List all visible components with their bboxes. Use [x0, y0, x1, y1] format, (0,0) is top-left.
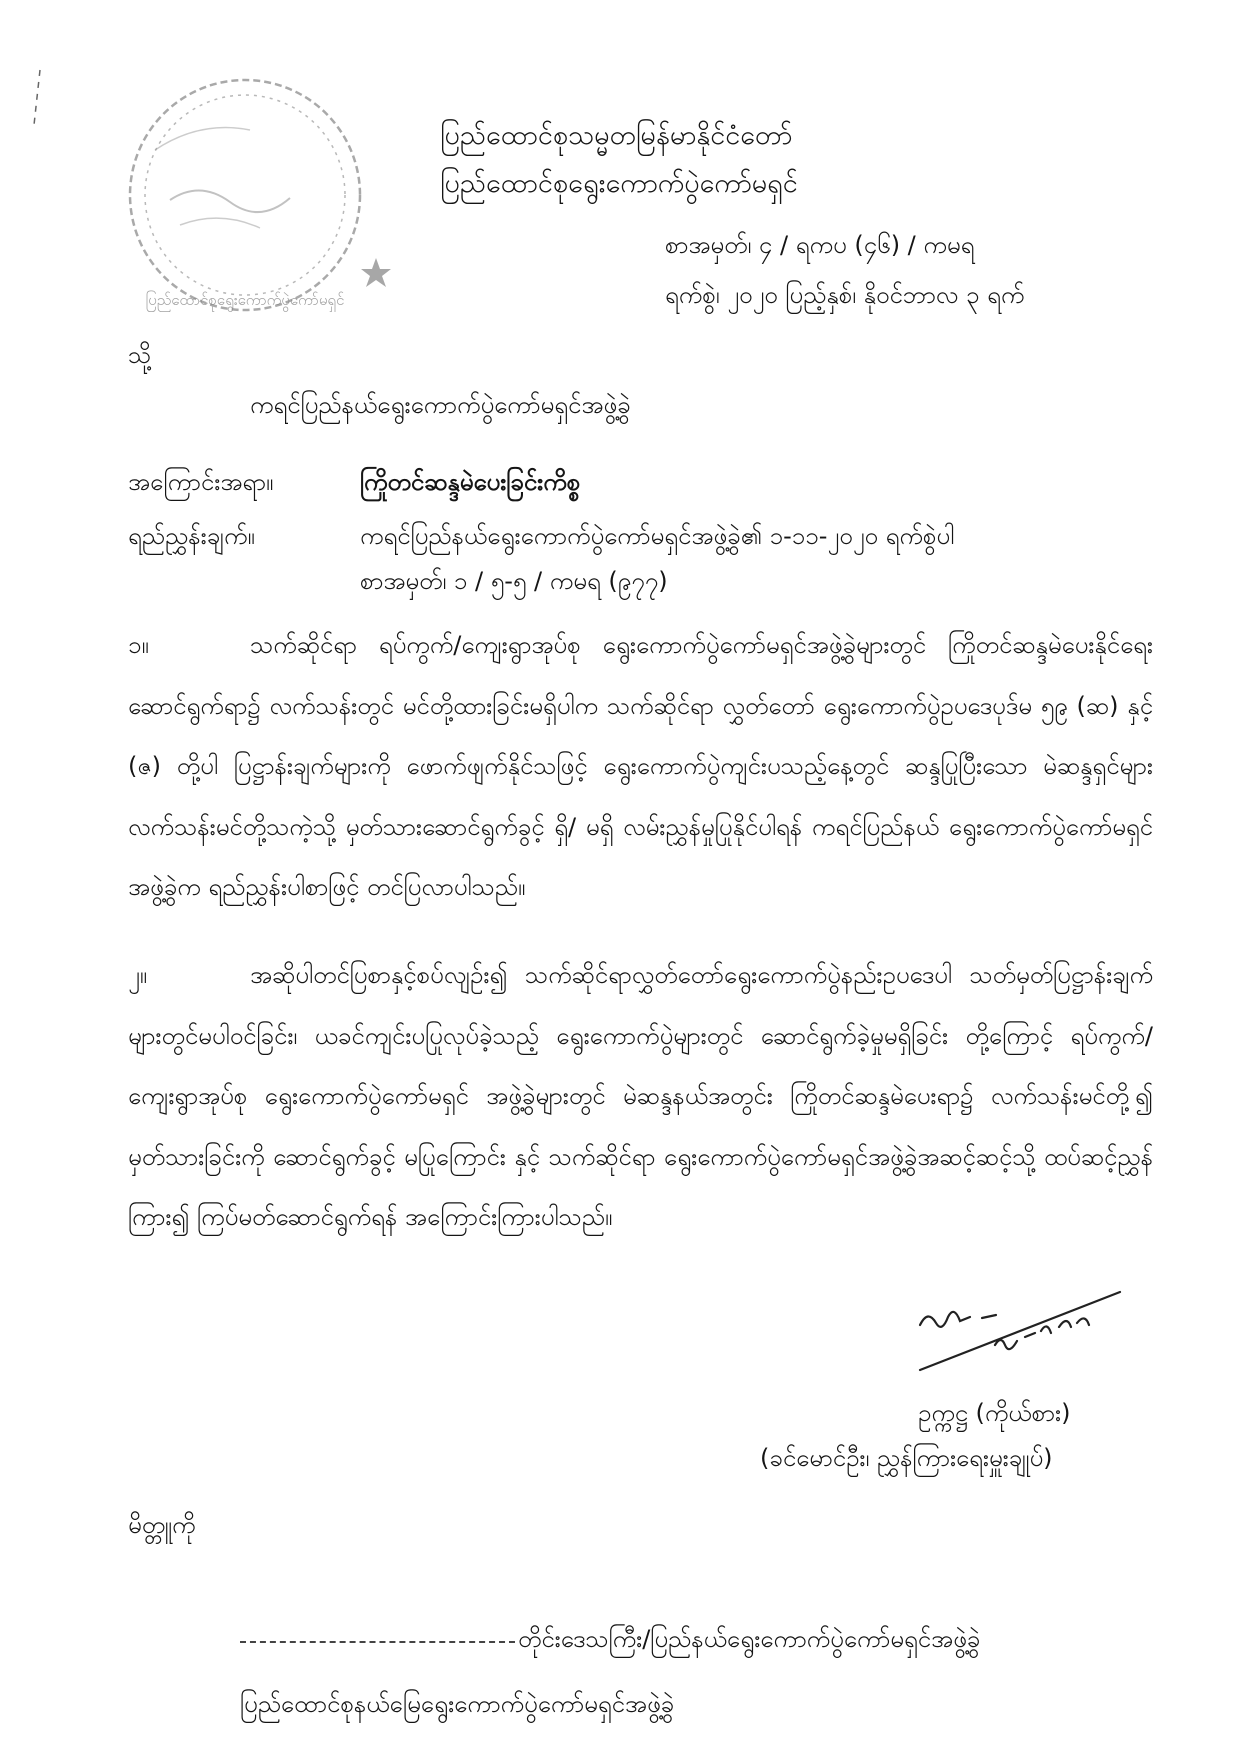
svg-text:ပြည်ထောင်စုရွေးကောက်ပွဲကော်မရှ: ပြည်ထောင်စုရွေးကောက်ပွဲကော်မရှင် [145, 291, 345, 309]
letter-number: စာအမှတ်၊ ၄ / ရကပ (၄၆) / ကမရ [665, 231, 975, 259]
letter-date: ရက်စွဲ၊ ၂၀၂၀ ပြည့်နှစ်၊ နိုဝင်ဘာလ ၃ ရက် [665, 281, 1025, 309]
subject-text: ကြိုတင်ဆန္ဒမဲပေးခြင်းကိစ္စ [360, 468, 581, 496]
paragraph-1 [128, 615, 1153, 918]
copy-to-label: မိတ္တူကို [128, 1511, 196, 1539]
official-seal [20, 30, 400, 334]
paragraph-number: ၂။ [128, 961, 148, 989]
paragraph-number: ၁။ [128, 631, 149, 659]
reference-line-2: စာအမှတ်၊ ၁ / ၅-၅ / ကမရ (၉၇၇) [360, 567, 668, 595]
paragraph-text: သက်ဆိုင်ရာ ရပ်ကွက်/ကျေးရွာအုပ်စု ရွေးကောက်ပွဲကော်မရှင်အဖွဲ့ခွဲများတွင် ကြိုတင်ဆန္ဒမဲပေးနိုင်ရေး ဆောင်ရွက်ရာ၌ လက်သန်းတွင် မင်တို့ထားခြင်းမရှိပါက သက်ဆိုင်ရာ လွှတ်တော် ရွေးကောက်ပွဲဥပဒေပုဒ်မ ၅၉ (ဆ) နှင့် (ဇ) တို့ပါ ပြဋ္ဌာန်းချက်များကို ဖောက်ဖျက်နိုင်သဖြင့် ရွေးကောက်ပွဲကျင်းပသည့်နေ့တွင် ဆန္ဒပြုပြီးသော မဲဆန္ဒရှင်များ လက်သန်းမင်တို့သကဲ့သို့ မှတ်သားဆောင်ရွက်ခွင့် ရှိ/ မရှိ လမ်းညွှန်မှုပြုနိုင်ပါရန် ကရင်ပြည်နယ် ရွေးကောက်ပွဲကော်မရှင်အဖွဲ့ခွဲက ရည်ညွှန်းပါစာဖြင့် တင်ပြလာပါသည်။ [128, 631, 1153, 901]
paragraph-2 [128, 945, 1153, 1248]
seal-stamp-icon [20, 30, 400, 330]
reference-label: ရည်ညွှန်းချက်။ [128, 522, 255, 550]
reference-line-1: ကရင်ပြည်နယ်ရွေးကောက်ပွဲကော်မရှင်အဖွဲ့ခွဲ၏ ၁-၁၁-၂၀၂၀ ရက်စွဲပါ [360, 522, 955, 550]
copy-to-line-1: တိုင်းဒေသကြီး/ပြည်နယ်ရွေးကောက်ပွဲကော်မရှင်အဖွဲ့ခွဲ [518, 1625, 981, 1653]
header-commission-title: ပြည်ထောင်စုရွေးကောက်ပွဲကော်မရှင် [440, 168, 798, 199]
recipient-name: ကရင်ပြည်နယ်ရွေးကောက်ပွဲကော်မရှင်အဖွဲ့ခွဲ [250, 391, 631, 419]
signatory-title: ဥက္ကဋ္ဌ (ကိုယ်စား) [918, 1399, 1071, 1427]
blank-fill-line [240, 1641, 515, 1643]
subject-label: အကြောင်းအရာ။ [128, 468, 274, 496]
header-country-title: ပြည်ထောင်စုသမ္မတမြန်မာနိုင်ငံတော် [440, 120, 793, 151]
signature-icon [900, 1270, 1150, 1380]
paragraph-text: အဆိုပါတင်ပြစာနှင့်စပ်လျဉ်း၍ သက်ဆိုင်ရာလွှတ်တော်ရွေးကောက်ပွဲနည်းဥပဒေပါ သတ်မှတ်ပြဋ္ဌာန်းချက်များတွင်မပါဝင်ခြင်း၊ ယခင်ကျင်းပပြုလုပ်ခဲ့သည့် ရွေးကောက်ပွဲများတွင် ဆောင်ရွက်ခဲ့မှုမရှိခြင်း တို့ကြောင့် ရပ်ကွက်/ကျေးရွာအုပ်စု ရွေးကောက်ပွဲကော်မရှင် အဖွဲ့ခွဲများတွင် မဲဆန္ဒနယ်အတွင်း ကြိုတင်ဆန္ဒမဲပေးရာ၌ လက်သန်းမင်တို့၍ မှတ်သားခြင်းကို ဆောင်ရွက်ခွင့် မပြုကြောင်း နှင့် သက်ဆိုင်ရာ ရွေးကောက်ပွဲကော်မရှင်အဖွဲ့ခွဲအဆင့်ဆင့်သို့ ထပ်ဆင့်ညွှန်ကြား၍ ကြပ်မတ်ဆောင်ရွက်ရန် အကြောင်းကြားပါသည်။ [128, 961, 1153, 1231]
signatory-name: (ခင်မောင်ဦး၊ ညွှန်ကြားရေးမှူးချုပ်) [760, 1444, 1053, 1472]
copy-to-line-2: ပြည်ထောင်စုနယ်မြေရွေးကောက်ပွဲကော်မရှင်အဖွဲ့ခွဲ [240, 1690, 675, 1718]
handwritten-signature [900, 1270, 1150, 1384]
to-label: သို့ [128, 341, 152, 369]
